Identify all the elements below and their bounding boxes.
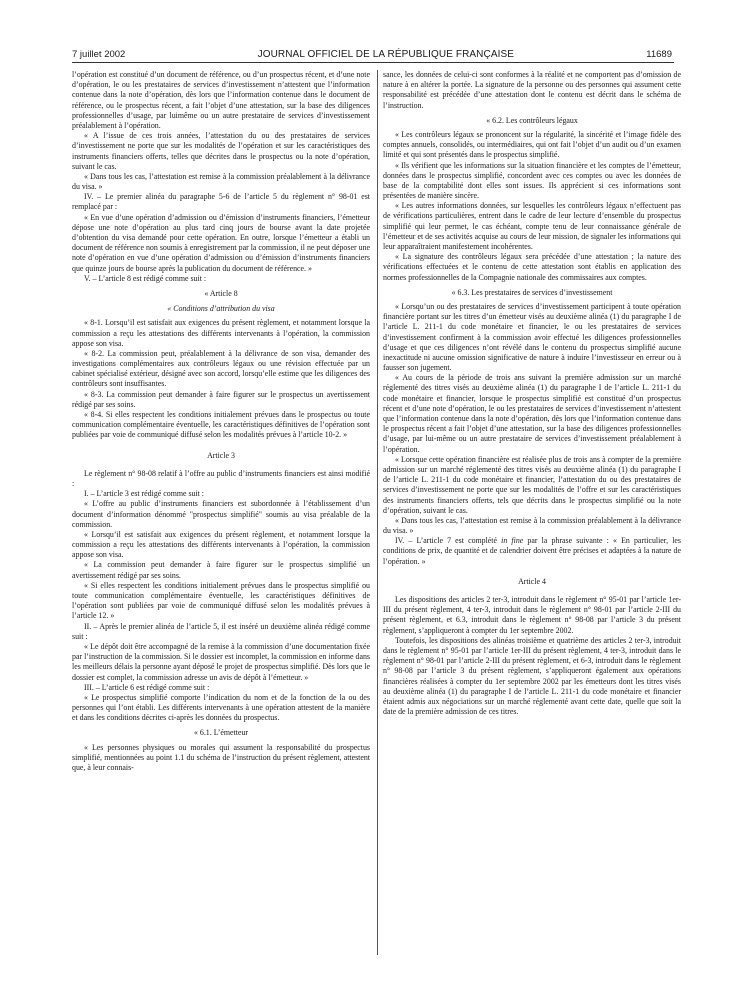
article-heading: « Article 8: [204, 288, 238, 298]
section-heading: « 6.1. L’émetteur: [193, 728, 249, 738]
paragraph: « Lorsqu’un ou des prestataires de services d’investissement participent à toute opération financière portant sur les titres d’un émetteur visés au deuxième alinéa (1) du paragraphe I de l’article L. 211-1 du code monétaire et financier, le ou les prestataires de services d’investissement confirment à la commission avoir effectué les diligences professionnelles d’usage et que ces diligences n’ont révélé dans le contenu du prospectus simplifié aucune inexactitude ni aucune omission significative de nature à induire l’investisseur en erreur ou à fausser son jugement.: [383, 301, 681, 373]
paragraph: « 8-3. La commission peut demander à faire figurer sur le prospectus un avertissement rédigé par ses soins.: [72, 389, 370, 409]
paragraph: IV. – Le premier alinéa du paragraphe 5-6 de l’article 5 du règlement n° 98-01 est remplacé par :: [72, 192, 370, 212]
paragraph: V. – L’article 8 est rédigé comme suit :: [84, 273, 207, 283]
paragraph: « Dans tous les cas, l’attestation est remise à la commission préalablement à la délivrance du visa. »: [383, 515, 681, 536]
paragraph: « La signature des contrôleurs légaux sera précédée d’une attestation ; la nature des vérifications effectuées et le contenu de cette attestation sont établis en application des normes professionnelles de la Compagnie nationale des commissaires aux comptes.: [383, 252, 681, 282]
paragraph: « Le dépôt doit être accompagné de la remise à la commission d’une documentation fixée par l’instruction de la commission. Si le dossier est incomplet, la commission en informe dans les meilleurs délais la personne ayant déposé le projet de prospectus simplifié. Dès lors que le dossier est complet, la commission adresse un avis de dépôt à l’émetteur. »: [72, 641, 370, 682]
paragraph: « 8-4. Si elles respectent les conditions initialement prévues dans le prospectus ou toute communication complémentaire éventuelle, les caractéristiques définitives de l’opération sont publiées par voie de communiqué diffusé selon les modalités prévues à l’article 10-2. »: [72, 410, 370, 440]
paragraph: III. – L’article 6 est rédigé comme suit :: [84, 682, 210, 692]
paragraph: « L’offre au public d’instruments financiers est subordonnée à l’établissement d’un document d’information dénommé "prospectus simplifié" soumis au visa préalable de la commission.: [72, 499, 370, 529]
paragraph: « Dans tous les cas, l’attestation est remise à la commission préalablement à la délivrance du visa. »: [72, 171, 370, 192]
paragraph: [383, 536, 681, 567]
journal-title: JOURNAL OFFICIEL DE LA RÉPUBLIQUE FRANÇAISE: [257, 49, 515, 60]
right-column: [383, 70, 681, 717]
section-heading: « Conditions d’attribution du visa: [167, 304, 275, 314]
paragraph: sance, les données de celui-ci sont conformes à la réalité et ne comportent pas d’omission de nature à en altérer la portée. La signature de la personne ou des personnes qui assument cette responsabilité est précédée d’une attestation dont le contenu est décrit dans le schéma de l’instruction.: [383, 70, 681, 110]
paragraph: « Le prospectus simplifié comporte l’indication du nom et de la fonction de la ou des personnes qui l’ont établi. Les différents intervenants à une opération attestent de la manière et dans les conditions décrites ci-après les données du prospectus.: [72, 692, 370, 723]
paragraph: Toutefois, les dispositions des alinéas troisième et quatrième des articles 2 ter-3, introduit dans le règlement n° 95-01 par l’article 1er-III du présent règlement, 4 ter-3, introduit dans le règlement n° 98-01 par l’article 2-III du présent règlement, et 6-3, introduit dans le règlement n° 98-08 par l’article 3 du présent règlement, s’appliqueront également aux opérations financières réalisées à compter du 1er septembre 2002 par les émetteurs dont les titres visés au deuxième alinéa (1) du paragraphe I de l’article L. 211-1 du code monétaire et financier étaient admis aux négociations sur un marché réglementé avant cette date, quelle que soit la date de la première admission de ces titres.: [383, 635, 681, 717]
page-header: [72, 46, 672, 60]
paragraph: « A l’issue de ces trois années, l’attestation du ou des prestataires de services d’investissement ne porte que sur les modalités de l’opération et sur les caractéristiques des instruments financiers offerts, telles que décrites dans le prospectus ou la note d’opération, suivant le cas.: [72, 131, 370, 171]
paragraph: « Ils vérifient que les informations sur la situation financière et les comptes de l’émetteur, données dans le prospectus simplifié, concordent avec ces comptes ou avec les données de base de la comptabilité dont elles sont issues. Ils apprécient si ces informations sont présentées de manière sincère.: [383, 160, 681, 201]
left-column: [72, 70, 370, 773]
paragraph: « Lorsque cette opération financière est réalisée plus de trois ans à compter de la première admission sur un marché réglementé des titres visés au deuxième alinéa (1) du paragraphe I de l’article L. 211-1 du code monétaire et financier, l’attestation du ou des prestataires de services d’investissement ne porte que sur les modalités de l’offre et sur les caractéristiques des instruments financiers offerts, tels que décrits dans le prospectus simplifié ou la note d’opération, suivant le cas.: [383, 454, 681, 515]
paragraph: « Au cours de la période de trois ans suivant la première admission sur un marché réglementé des titres visés au deuxième alinéa (1) du paragraphe I de l’article L. 211-1 du code monétaire et financier, lorsque le prospectus simplifié est constitué d’un prospectus récent et d’une note d’opération, le ou les prestataires de services d’investissement n’attestent que l’information contenue dans la note d’opération, dès lors que l’information contenue dans le prospectus récent a fait l’objet d’une attestation, sur la base des diligences professionnelles d’usage, par lui-même ou un autre prestataire de services d’investissement préalablement à l’opération.: [383, 373, 681, 454]
paragraph: Les dispositions des articles 2 ter-3, introduit dans le règlement n° 95-01 par l’article 1er-III du présent règlement, 4 ter-3, introduit dans le règlement n° 98-01 par l’article 2-III du présent règlement, et 6.3, introduit dans le règlement n° 98-08 par l’article 3 du présent règlement, s’appliqueront à compter du 1er septembre 2002.: [383, 595, 681, 635]
paragraph: « Si elles respectent les conditions initialement prévues dans le prospectus simplifié ou toute communication complémentaire éventuelle, les caractéristiques définitives de l’opération sont publiées par voie de communiqué diffusé selon les modalités prévues à l’article 12. »: [72, 580, 370, 621]
page-number: 11689: [646, 49, 672, 60]
paragraph: « Les contrôleurs légaux se prononcent sur la régularité, la sincérité et l’image fidèle des comptes annuels, consolidés, ou intermédiaires, qui ont fait l’objet d’un audit ou d’un examen limité et qui sont présentés dans le prospectus simplifié.: [383, 129, 681, 160]
paragraph: « Les autres informations données, sur lesquelles les contrôleurs légaux n’effectuent pas de vérifications particulières, entrent dans le cadre de leur lecture d’ensemble du prospectus simplifié qui leur permet, le cas échéant, compte tenu de leur connaissance générale de l’émetteur et de ses activités acquise au cours de leur mission, de signaler les informations qui leur apparaîtraient manifestement incohérentes.: [383, 201, 681, 251]
paragraph: « 8-2. La commission peut, préalablement à la délivrance de son visa, demander des investigations complémentaires aux contrôleurs légaux ou une révision effectuée par un cabinet spécialisé extérieur, désigné avec son accord, lorsqu’elle estime que les diligences des contrôleurs sont insuffisantes.: [72, 348, 370, 389]
header-date: 7 juillet 2002: [72, 49, 126, 60]
text-run: par la phrase suivante : « En particulier, les conditions de prix, de quantité et de calendrier doivent être précises et adaptées à la nature de l’opération. »: [383, 536, 681, 566]
article-heading: Article 4: [518, 576, 546, 586]
paragraph: « Lorsqu’il est satisfait aux exigences du présent règlement, et notamment lorsque la commission a reçu les attestations des différents intervenants à l’opération, la commission appose son visa.: [72, 529, 370, 560]
paragraph: « La commission peut demander à faire figurer sur le prospectus simplifié un avertissement rédigé par ses soins.: [72, 560, 370, 580]
section-heading: « 6.2. Les contrôleurs légaux: [486, 115, 578, 125]
section-heading: « 6.3. Les prestataires de services d’investissement: [451, 287, 613, 297]
italic-text: in fine: [501, 536, 524, 546]
column-divider: [377, 70, 378, 955]
paragraph: I. – L’article 3 est rédigé comme suit :: [84, 489, 205, 499]
paragraph: Le règlement n° 98-08 relatif à l’offre au public d’instruments financiers est ainsi modifié :: [72, 468, 370, 488]
article-heading: Article 3: [207, 450, 235, 460]
paragraph: II. – Après le premier alinéa de l’article 5, il est inséré un deuxième alinéa rédigé comme suit :: [72, 621, 370, 641]
paragraph: « Les personnes physiques ou morales qui assument la responsabilité du prospectus simplifié, mentionnées au point 1.1 du schéma de l’instruction du présent règlement, attestent que, à leur connais-: [72, 742, 370, 772]
paragraph: « En vue d’une opération d’admission ou d’émission d’instruments financiers, l’émetteur dépose une note d’opération au plus tard cinq jours de bourse avant la date projetée d’obtention du visa demandé pour cette opération. En outre, lorsque l’émetteur a établi un document de référence non soumis à enregistrement par la commission, il ne peut déposer une note d’opération en vue d’une opération d’admission ou d’émission d’instruments financiers que quinze jours de bourse après la publication du document de référence. »: [72, 212, 370, 273]
paragraph: « 8-1. Lorsqu’il est satisfait aux exigences du présent règlement, et notamment lorsque la commission a reçu les attestations des différents intervenants à l’opération, la commission appose son visa.: [72, 318, 370, 348]
header-rule: [72, 62, 674, 63]
text-run: IV. – L’article 7 est complété: [395, 536, 502, 546]
paragraph: l’opération est constitué d’un document de référence, ou d’un prospectus récent, et d’une note d’opération, le ou les prestataires de services d’investissement n’attestent que l’information contenue dans la note d’opération, dès lors que l’information contenue dans le document de référence, ou le prospectus récent, a fait l’objet d’une attestation, sur la base des diligences professionnelles d’usage, par luimême ou un autre prestataire de services d’investissement préalablement à l’opération.: [72, 70, 370, 130]
